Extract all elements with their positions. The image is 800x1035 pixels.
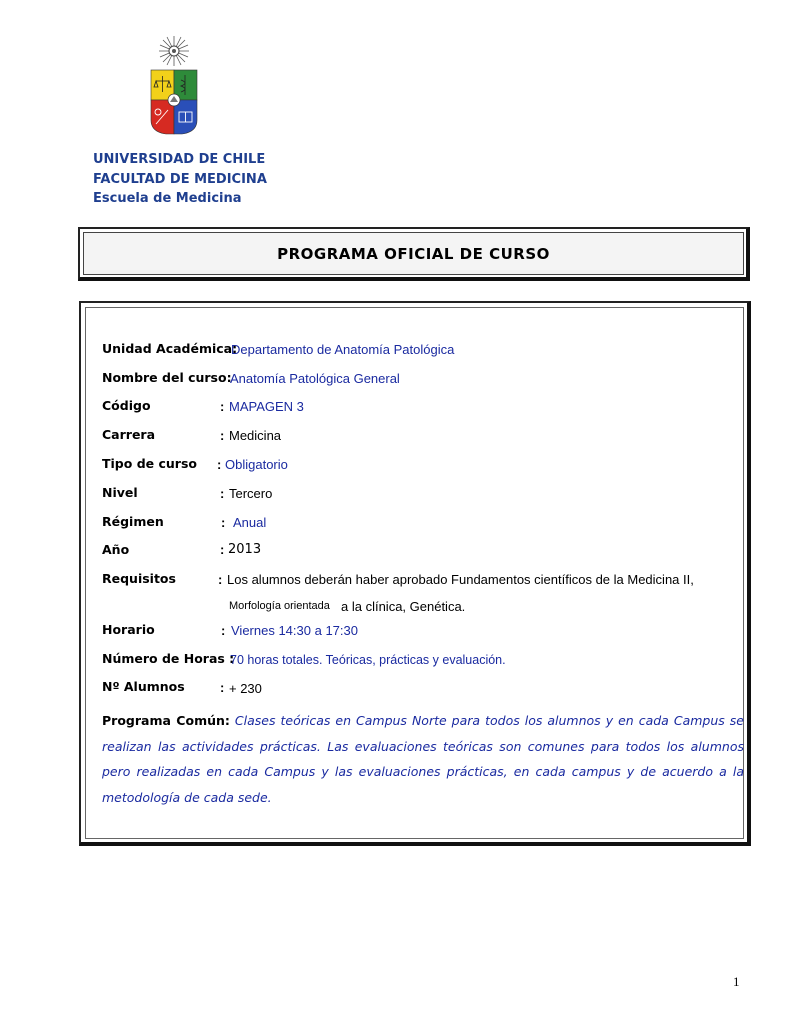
school-name: Escuela de Medicina [93, 191, 242, 206]
field-value: Departamento de Anatomía Patológica [231, 342, 455, 357]
field-value: MAPAGEN 3 [229, 399, 304, 414]
field-separator: : [220, 542, 225, 557]
field-label: Número de Horas : [102, 651, 235, 666]
field-label: Unidad Académica: [102, 341, 238, 356]
field-value: 70 horas totales. Teóricas, prácticas y evaluación. [230, 653, 506, 667]
field-value: 2013 [228, 542, 262, 557]
field-label: Carrera [102, 427, 156, 442]
field-separator: : [217, 457, 222, 472]
coat-of-arms-icon [148, 36, 200, 136]
university-name: UNIVERSIDAD DE CHILE [93, 152, 266, 167]
page-title: PROGRAMA OFICIAL DE CURSO [83, 232, 744, 275]
field-separator: : [220, 428, 225, 443]
programa-label: Programa Común: [102, 713, 230, 728]
field-separator: : [221, 515, 226, 530]
field-value: Tercero [229, 486, 273, 501]
field-label: Año [102, 542, 130, 557]
field-value: Morfología orientada [229, 600, 330, 612]
faculty-name: FACULTAD DE MEDICINA [93, 171, 267, 187]
field-value: a la clínica, Genética. [341, 599, 466, 614]
field-label: Tipo de curso [102, 456, 197, 471]
field-separator: : [220, 486, 225, 501]
field-value: + 230 [229, 681, 262, 696]
programa-text: Clases teóricas en Campus Norte para todos los alumnos y en cada Campus se realizan las actividades prácticas. Las evaluaciones teóricas son comunes para todos los alumnos pero realizadas en cada Campus y las evaluaciones prácticas, en cada campus y de acuerdo a la metodología de cada sede. [102, 713, 744, 805]
field-value: Obligatorio [225, 457, 288, 472]
field-separator: : [218, 572, 223, 587]
field-label: Horario [102, 622, 155, 637]
programa-comun [102, 708, 744, 810]
field-value: Viernes 14:30 a 17:30 [231, 623, 358, 638]
field-label: Nº Alumnos [102, 679, 185, 694]
field-value: Anual [233, 515, 267, 530]
title-box [78, 227, 750, 281]
field-label: Requisitos [102, 571, 176, 586]
field-separator: : [220, 680, 225, 695]
field-label: Nombre del curso: [102, 370, 232, 385]
university-logo [148, 36, 200, 136]
page-number: 1 [733, 974, 740, 989]
field-label: Código [102, 398, 151, 413]
field-value: Anatomía Patológica General [230, 371, 400, 386]
field-separator: : [221, 623, 226, 638]
field-label: Nivel [102, 485, 138, 500]
field-label: Régimen [102, 514, 164, 529]
field-value: Medicina [229, 428, 282, 443]
institution-header [93, 150, 267, 209]
field-value: Los alumnos deberán haber aprobado Fundamentos científicos de la Medicina II, [227, 572, 694, 587]
field-separator: : [220, 399, 225, 414]
